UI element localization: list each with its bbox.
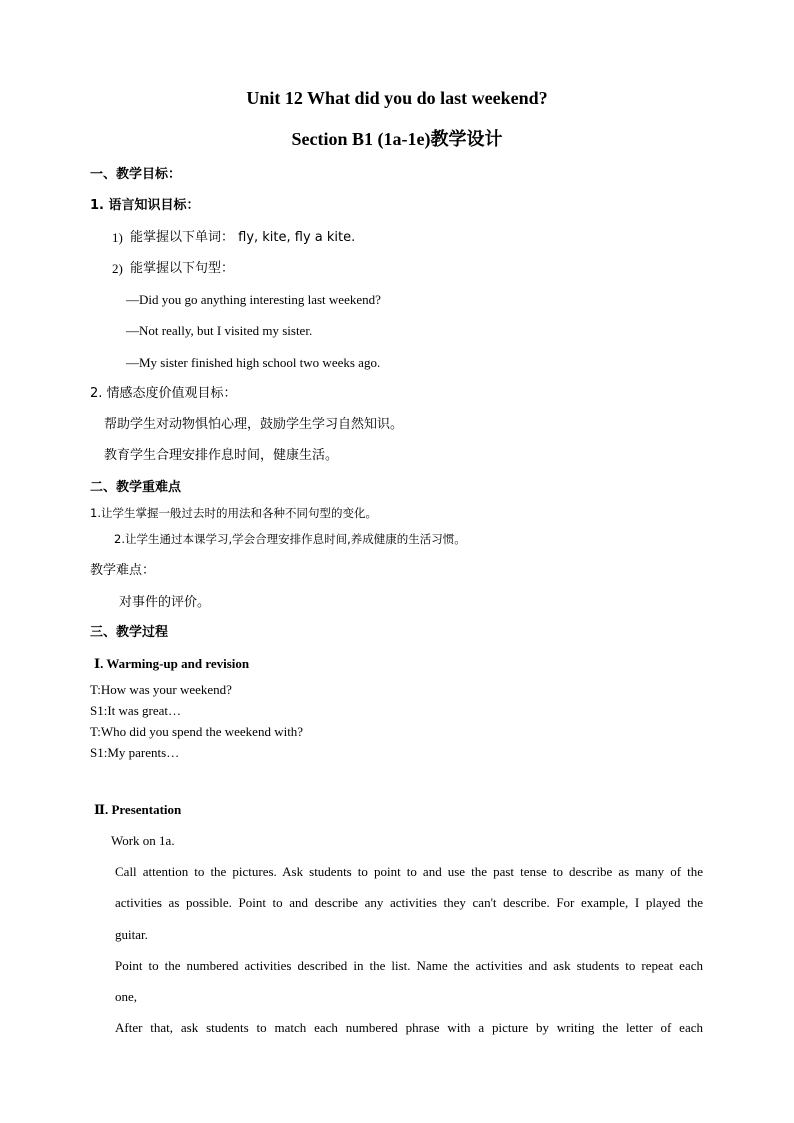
work-on-label: Work on 1a. bbox=[111, 833, 175, 848]
presentation-para-1-line-1: Call attention to the pictures. Ask students to point to and use the past tense to describe as many of the bbox=[115, 864, 703, 879]
difficulty-label: 教学难点： bbox=[90, 563, 156, 578]
section-1-sub-2-heading: 2. 情感态度价值观目标： bbox=[90, 386, 237, 401]
key-point-2: 2.让学生通过本课学习,学会合理安排作息时间,养成健康的生活习惯。 bbox=[114, 532, 466, 546]
section-2-heading: 二、教学重难点 bbox=[90, 480, 182, 495]
part-2-heading: Ⅱ. Presentation bbox=[94, 802, 182, 817]
presentation-para-1-line-2: activities as possible. Point to and describe any activities they can't describe. For example, I played the bbox=[115, 895, 703, 910]
target-sentence-3: —My sister finished high school two weeks ago. bbox=[126, 355, 381, 370]
presentation-para-2-line-2: one, bbox=[115, 989, 138, 1004]
objective-item-2-number: 2) bbox=[112, 261, 123, 276]
presentation-para-3-line-1: After that, ask students to match each numbered phrase with a picture by writing the letter of each bbox=[115, 1020, 703, 1035]
dialogue-line-1: T:How was your weekend? bbox=[90, 682, 232, 697]
objective-item-1-text: 能掌握以下单词： fly, kite, fly a kite. bbox=[130, 230, 356, 245]
dialogue-line-2: S1:It was great… bbox=[90, 703, 181, 718]
part-1-heading: Ⅰ. Warming-up and revision bbox=[94, 656, 250, 671]
section-3-heading: 三、教学过程 bbox=[90, 625, 169, 640]
section-1-heading: 一、教学目标： bbox=[90, 167, 182, 182]
objective-item-1-number: 1) bbox=[112, 230, 123, 245]
emotional-goal-2: 教育学生合理安排作息时间，健康生活。 bbox=[104, 448, 339, 463]
target-sentence-1: —Did you go anything interesting last weekend? bbox=[126, 292, 381, 307]
dialogue-line-3: T:Who did you spend the weekend with? bbox=[90, 724, 304, 739]
key-point-1: 1.让学生掌握一般过去时的用法和各种不同句型的变化。 bbox=[90, 506, 377, 520]
section-1-sub-1-heading: 1. 语言知识目标： bbox=[90, 198, 200, 213]
presentation-para-2-line-1: Point to the numbered activities described in the list. Name the activities and ask students to repeat each bbox=[115, 958, 703, 973]
presentation-para-1-line-3: guitar. bbox=[115, 927, 148, 942]
target-sentence-2: —Not really, but I visited my sister. bbox=[126, 323, 313, 338]
document-subtitle: Section B1 (1a-1e)教学设计 bbox=[291, 129, 503, 149]
emotional-goal-1: 帮助学生对动物惧怕心理，鼓励学生学习自然知识。 bbox=[104, 417, 404, 432]
document-title: Unit 12 What did you do last weekend? bbox=[246, 88, 548, 108]
difficulty-text: 对事件的评价。 bbox=[119, 595, 211, 610]
dialogue-line-4: S1:My parents… bbox=[90, 745, 180, 760]
objective-item-2-text: 能掌握以下句型： bbox=[130, 261, 235, 276]
